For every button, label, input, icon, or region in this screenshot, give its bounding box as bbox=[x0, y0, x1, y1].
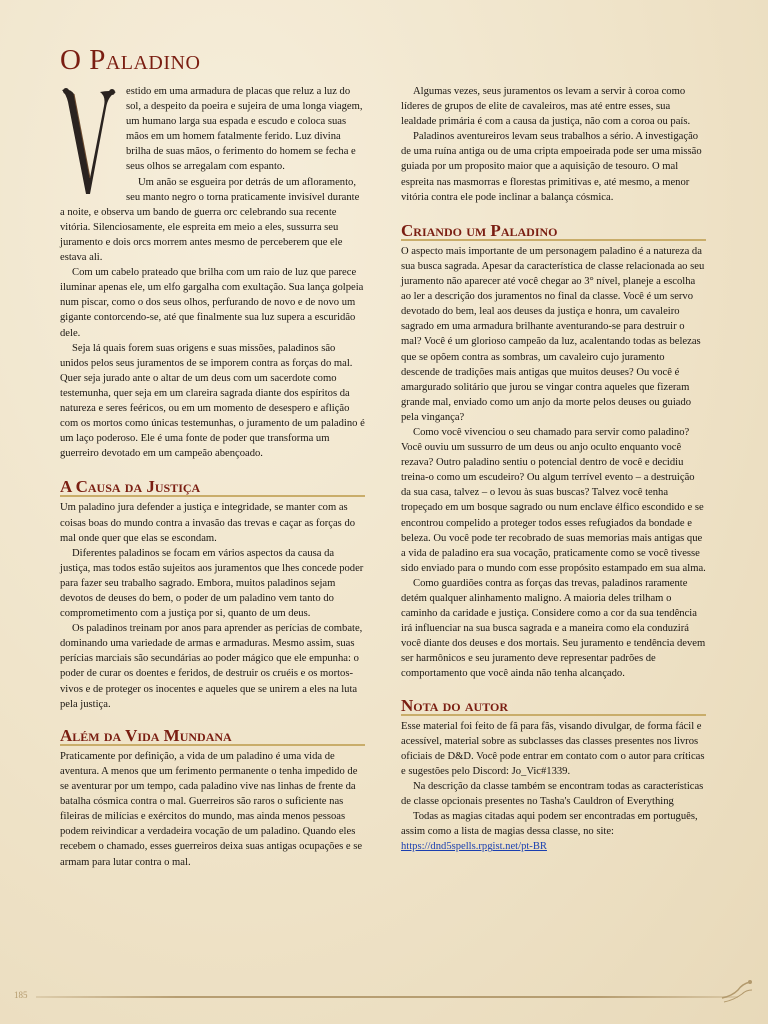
right-top-paragraph-1: Algumas vezes, seus juramentos os levam a servir à coroa como líderes de grupos de elite de cavaleiros, mas até entre esses, sua lealdade primária é com a causa da justiça, não com a coroa ou país. bbox=[401, 86, 691, 128]
section-heading-nota: Nota do autor bbox=[401, 698, 706, 716]
criando-paragraph-1: O aspecto mais importante de um personagem paladino é a natureza da sua busca sagrada. Apesar da característica de classe relacionada ao seu juramento não aparecer até você chegar ao 3° nível, planeje a escolha ao ler a descrição dos juramentos no final da classe. Você é um servo devotado do bem, leal aos deuses da justiça e honra, um cavaleiro sagrado em uma armadura brilhante aventurando-se para destruir o mal? Você é um glorioso campeão da luz, acalentando todas as belezas que se opõem contra as sombras, um cavaleiro cujo juramento descende de tradições mais antigas que muitos deuses? Ou você é amargurado solitário que jurou se vingar contra aqueles que fizeram grande mal, enviado como um anjo da morte pelos deuses ou guiado pela vingança? bbox=[401, 245, 705, 423]
page-title: O Paladino bbox=[60, 44, 201, 76]
criando-paragraph-3: Como guardiões contra as forças das trevas, paladinos raramente detém qualquer alinhamento maligno. A maioria deles trilham o caminho da caridade e justiça. Considere como a cor da sua tendência irá influenciar na sua busca sagrada e a maneira como ela conduzirá você diante dos deuses e dos mortais. Seu juramento e tendência devem ser harmônicos e seu juramento deve representar padrões de comportamento que você ainda não tenha alcançado. bbox=[401, 577, 706, 680]
intro-paragraph-2: Um anão se esgueira por detrás de um afloramento, seu manto negro o torna praticamente invisível durante a noite, e observa um bando de guerra orc celebrando sua recente vitória. Silenciosamente, ele espreita em meio a eles, sussurra seu juramento e dois orcs morrem antes mesmo de perceberem que ele estava ali. bbox=[60, 176, 360, 264]
nota-paragraph-2: Na descrição da classe também se encontram todas as características de classe opcionais presentes no Tasha's Cauldron of Everything bbox=[401, 781, 704, 808]
section-heading-alem: Além da Vida Mundana bbox=[60, 728, 365, 746]
left-column bbox=[60, 84, 365, 870]
right-top-paragraph-2: Paladinos aventureiros levam seus trabalhos a sério. A investigação de uma ruína antiga ou de uma cripta empoeirada pode ser uma missão guiada por um proposito maior que a aquisição de tesouro. O mal espreita nas masmorras e florestas primitivas e, até mesmo, a menor vitória contra ele pode inclinar a balança cósmica. bbox=[401, 131, 702, 203]
right-column bbox=[401, 84, 706, 855]
footer-rule bbox=[36, 996, 738, 998]
spells-site-link[interactable]: https://dnd5spells.rpgist.net/pt-BR bbox=[401, 841, 547, 853]
intro-paragraph-4: Seja lá quais forem suas origens e suas missões, paladinos são unidos pelos seus juramentos de se imporem contra as forças do mal. Quer seja jurado ante o altar de um deus com um sacerdote como testemunha, quer seja em um clareira sagrada diante dos espíritos da natureza e seres feéricos, ou em um momento de desespero e aflição com os mortos como únicas testemunhas, o juramento de um paladino é um laço poderoso. Ele é uma fonte de poder que transforma um guerreiro devotado em um campeão abençoado. bbox=[60, 342, 365, 460]
section-heading-justica: A Causa da Justiça bbox=[60, 479, 365, 497]
page-number: 185 bbox=[14, 990, 28, 1000]
alem-paragraph-1: Praticamente por definição, a vida de um paladino é uma vida de aventura. A menos que um ferimento permanente o tenha impedido de se aventurar por um tempo, cada paladino vive nas linhas de frente da batalha cósmica contra o mal. Guerreiros são raros o suficiente nas fileiras de milícias e exércitos do mundo, mas ainda menos pessoas podem reivindicar a verdadeira vocação de um paladino. Quando eles recebem o chamado, esses guerreiros deixa suas antigas ocupações e se armam para lutar contra o mal. bbox=[60, 750, 363, 868]
intro-paragraph-1: estido em uma armadura de placas que reluz a luz do sol, a despeito da poeira e sujeira de uma longa viagem, um humano larga sua espada e escudo e coloca suas mãos em um homem fatalmente ferido. Luz divina brilha de suas mãos, o ferimento do homem se fecha e seus olhos se arregalam com espanto. bbox=[126, 86, 363, 173]
nota-paragraph-3: Todas as magias citadas aqui podem ser encontradas em português, assim como a lista de magias dessa classe, no site: bbox=[401, 811, 698, 838]
intro-paragraph-3: Com um cabelo prateado que brilha com um raio de luz que parece iluminar apenas ele, um elfo gargalha com exultação. Sua lança golpeia num piscar, como o dos seus olhos, perfurando de novo e de novo um gigante contorcendo-se, até que finalmente sua luz supera a escuridão dele. bbox=[60, 267, 364, 339]
section-heading-criando: Criando um Paladino bbox=[401, 223, 706, 241]
justica-paragraph-2: Diferentes paladinos se focam em vários aspectos da causa da justiça, mas todos estão sujeitos aos juramentos que lhes concede poder para fazer seu trabalho sagrado. Embora, muitos paladinos sejam devotos de deuses do bem, o poder de um paladino vem tanto do comprometimento com a justiça por si, quanto de um deus. bbox=[60, 547, 364, 620]
nota-paragraph-1: Esse material foi feito de fã para fãs, visando divulgar, de forma fácil e acessível, material sobre as subclasses das classes presentes nos livros oficiais de D&D. Você pode entrar em contato com o autor para críticas e sugestões pelo Discord: Jo_Vic#1339. bbox=[401, 720, 705, 777]
justica-paragraph-3: Os paladinos treinam por anos para aprender as perícias de combate, dominando uma variedade de armas e armaduras. Mesmo assim, suas perícias marciais são secundárias ao poder mágico que ele empunha: o poder de curar os doentes e feridos, de destruir os cruéis e os mortos-vivos e de proteger os inocentes e aqueles que se unirem a eles na luta pela justiça. bbox=[60, 623, 363, 710]
dropcap-v-icon bbox=[60, 86, 118, 198]
justica-paragraph-1: Um paladino jura defender a justiça e integridade, se manter com as coisas boas do mundo contra a invasão das trevas e caçar as forças do mal onde quer que elas se escondam. bbox=[60, 502, 356, 544]
criando-paragraph-2: Como você vivenciou o seu chamado para servir como paladino? Você ouviu um sussurro de um deus ou anjo oculto enquanto você rezava? Outro paladino sentiu o potencial dentro de você e decidiu treina-o como um escudeiro? Ou algum terrível evento – a destruição da sua casa, talvez – o levou às suas buscas? Talvez você tenha tropeçado em um bosque sagrado ou num enclave élfico escondido e se encontrou compelido a proteger todos esses refugiados da bondade e beleza. Ou você pode ter recobrado de suas memorias mais antigas que a vida de paladino era sua vocação, praticamente como se você tivesse sido enviado para o mundo com esse propósito estampado em sua alma. bbox=[401, 426, 706, 574]
corner-ornament-icon bbox=[720, 976, 754, 1010]
